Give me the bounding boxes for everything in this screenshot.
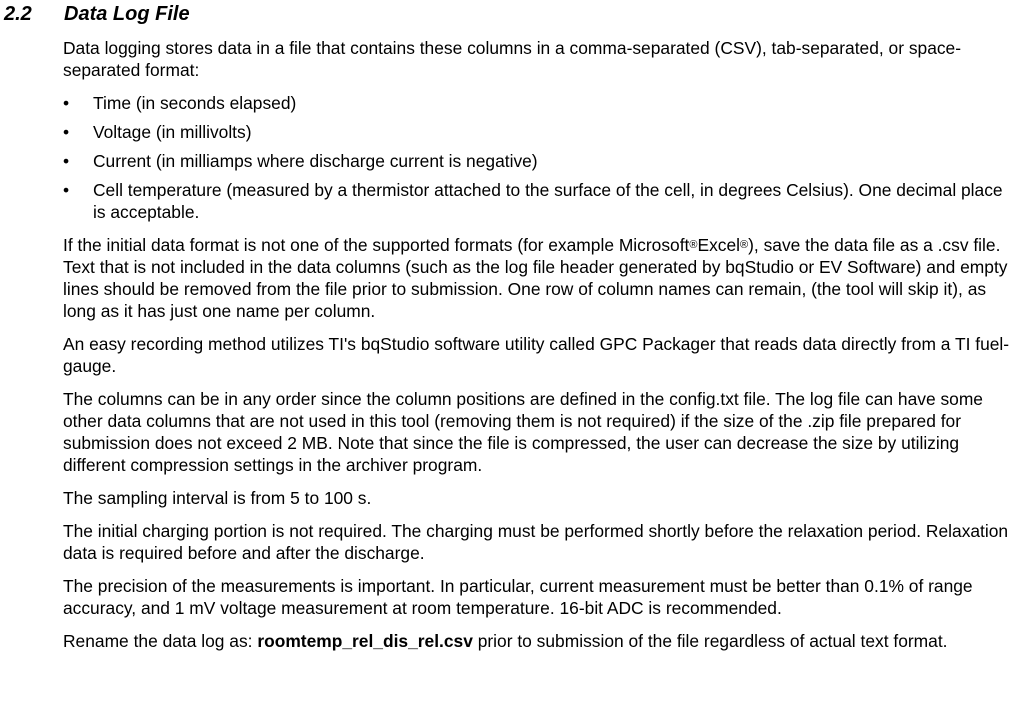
column-list xyxy=(63,92,1013,223)
list-item xyxy=(63,179,1013,223)
section-title: Data Log File xyxy=(64,3,190,25)
rename-text-end: prior to submission of the file regardless of actual text format. xyxy=(472,631,948,651)
list-item xyxy=(63,150,1013,172)
recording-method-paragraph: An easy recording method utilizes TI's bqStudio software utility called GPC Packager that reads data directly from a TI fuel-gauge. xyxy=(63,334,1010,376)
column-order-paragraph: The columns can be in any order since the column positions are defined in the config.txt file. The log file can have some other data columns that are not used in this tool (removing them is not required) if the size of the .zip file prepared for submission does not exceed 2 MB. Note that since the file is compressed, the user can decrease the size by utilizing different compression settings in the archiver program. xyxy=(63,389,983,475)
intro-paragraph: Data logging stores data in a file that contains these columns in a comma-separated (CSV), tab-separated, or space-separated format: xyxy=(63,38,962,80)
format-text-start: If the initial data format is not one of the supported formats (for example Microsoft xyxy=(63,235,690,255)
list-item-text: Current (in milliamps where discharge current is negative) xyxy=(93,151,538,171)
format-text-end: ), save the data file as a .csv file. Text that is not included in the data columns (such as the log file header generated by bqStudio or EV Software) and empty lines should be removed from the file prior to submission. One row of column names can remain, (the tool will skip it), as long as it has just one name per column. xyxy=(63,235,1008,321)
precision-paragraph: The precision of the measurements is important. In particular, current measurement must be better than 0.1% of range accuracy, and 1 mV voltage measurement at room temperature. 16-bit ADC is recommended. xyxy=(63,576,973,618)
excel-text: Excel xyxy=(697,235,741,255)
charging-paragraph: The initial charging portion is not required. The charging must be performed shortly before the relaxation period. Relaxation data is required before and after the discharge. xyxy=(63,521,1009,563)
registered-mark: ® xyxy=(740,239,749,251)
list-item xyxy=(63,121,1013,143)
list-item-text: Time (in seconds elapsed) xyxy=(93,93,297,113)
list-item-text: Cell temperature (measured by a thermistor attached to the surface of the cell, in degrees Celsius). One decimal place is acceptable. xyxy=(93,180,1003,222)
bullet-icon: • xyxy=(63,122,70,142)
list-item xyxy=(63,92,1013,114)
bullet-icon: • xyxy=(63,151,70,171)
section-body xyxy=(63,37,1013,663)
format-paragraph xyxy=(63,234,1013,322)
list-item-text: Voltage (in millivolts) xyxy=(93,122,252,142)
log-filename: roomtemp_rel_dis_rel.csv xyxy=(257,631,473,651)
section-number: 2.2 xyxy=(4,3,32,25)
bullet-icon: • xyxy=(63,93,70,113)
sampling-paragraph: The sampling interval is from 5 to 100 s. xyxy=(63,488,372,508)
bullet-icon: • xyxy=(63,180,70,200)
rename-text-start: Rename the data log as: xyxy=(63,631,258,651)
rename-paragraph xyxy=(63,630,1013,652)
registered-mark: ® xyxy=(689,239,698,251)
